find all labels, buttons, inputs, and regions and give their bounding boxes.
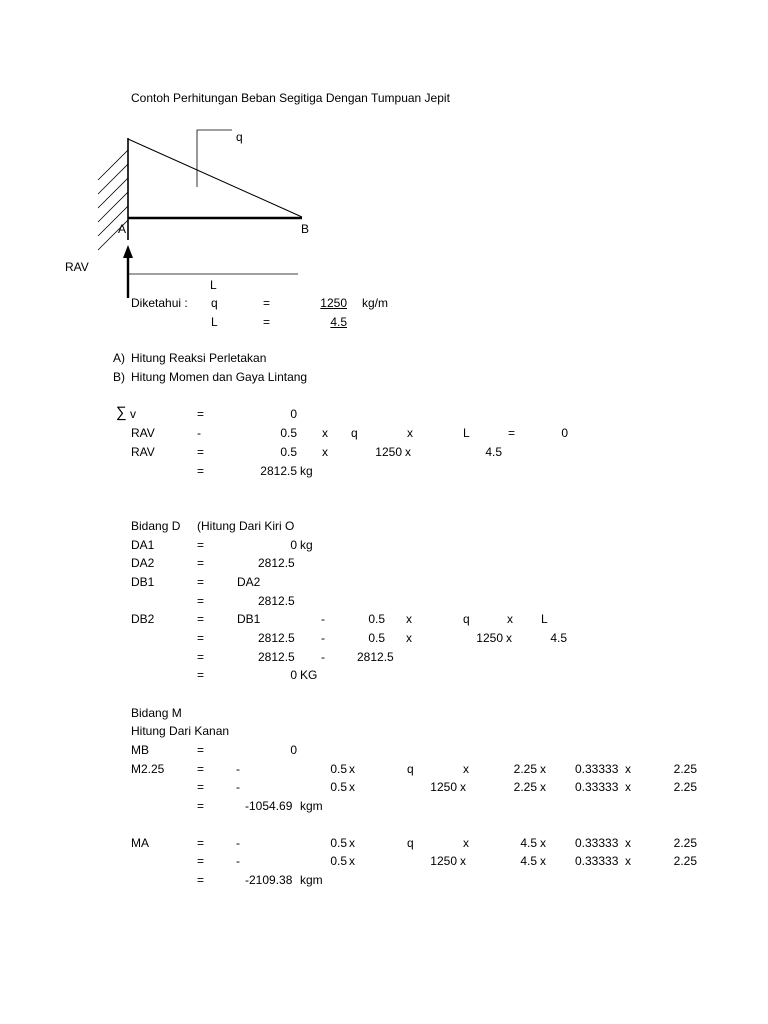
da1-unit: kg (300, 538, 313, 552)
task-a-marker: A) (113, 351, 125, 365)
m225-coef: 0.5 (330, 762, 347, 776)
given-label: Diketahui : (131, 296, 188, 310)
rav-q: q (351, 426, 358, 440)
rav-result-unit: kg (300, 464, 313, 478)
db2-x4: x (506, 631, 512, 645)
rav-x1: x (322, 426, 328, 440)
db2-coef: 0.5 (368, 612, 385, 626)
m225-x7: x (540, 780, 546, 794)
label-q: q (236, 130, 243, 144)
ma-equals: = (197, 836, 205, 850)
ma-coef-2: 0.5 (330, 854, 347, 868)
ma-result-unit: kgm (300, 873, 323, 887)
m225-label: M2.25 (131, 762, 165, 776)
triangular-load-line (128, 139, 302, 217)
db2-result: 0 (290, 668, 297, 682)
rav-arrow-head (123, 245, 133, 258)
bidang-d-subheading: (Hitung Dari Kiri O (197, 519, 295, 533)
label-l: L (210, 278, 217, 292)
mb-value: 0 (290, 743, 297, 757)
db2-right-value: 2812.5 (357, 650, 394, 664)
da1-label: DA1 (131, 538, 155, 552)
da2-label: DA2 (131, 556, 155, 570)
ma-q: q (407, 836, 414, 850)
rav-l: L (463, 426, 470, 440)
rav-equals-2: = (197, 445, 205, 459)
ma-minus-2: - (236, 854, 240, 868)
db2-equals: = (197, 612, 205, 626)
sigma-symbol: ∑ (116, 404, 127, 421)
ma-result: -2109.38 (245, 873, 293, 887)
rav-x4: x (405, 445, 411, 459)
db1-ref: DA2 (237, 575, 261, 589)
label-b: B (301, 222, 310, 236)
given-q-value: 1250 (320, 296, 347, 310)
rav-minus: - (197, 426, 201, 440)
rav-coef-2: 0.5 (280, 445, 297, 459)
label-a: A (118, 222, 127, 236)
m225-minus-2: - (236, 780, 240, 794)
da1-equals: = (197, 538, 205, 552)
given-l-value: 4.5 (330, 315, 347, 329)
rav-equals-3: = (197, 464, 205, 478)
db2-minus: - (321, 612, 325, 626)
db2-left-value: 2812.5 (258, 650, 295, 664)
ma-x6: x (460, 854, 466, 868)
db2-l-value: 4.5 (550, 631, 567, 645)
m225-equals: = (197, 762, 205, 776)
given-q-symbol: q (211, 296, 218, 310)
given-l-symbol: L (211, 315, 218, 329)
rav-x2: x (407, 426, 413, 440)
ma-x2: x (463, 836, 469, 850)
db2-q: q (463, 612, 470, 626)
given-l-equals: = (263, 315, 271, 329)
db1-equals: = (197, 575, 205, 589)
ma-x8: x (625, 854, 631, 868)
m225-third: 0.33333 (575, 762, 619, 776)
m225-x6: x (460, 780, 466, 794)
ma-third-2: 0.33333 (575, 854, 619, 868)
db1-equals-2: = (197, 594, 205, 608)
m225-q: q (407, 762, 414, 776)
m225-dist-2: 2.25 (513, 780, 537, 794)
m225-x1: x (349, 762, 355, 776)
da2-equals: = (197, 556, 205, 570)
m225-x3: x (540, 762, 546, 776)
ma-equals-2: = (197, 854, 205, 868)
page-title: Contoh Perhitungan Beban Segitiga Dengan Tumpuan Jepit (131, 91, 450, 105)
task-b-text: Hitung Momen dan Gaya Lintang (131, 370, 308, 384)
task-a-text: Hitung Reaksi Perletakan (131, 351, 267, 365)
ma-x1: x (349, 836, 355, 850)
ma-equals-3: = (197, 873, 205, 887)
m225-arm: 2.25 (673, 762, 697, 776)
db2-equals-4: = (197, 668, 205, 682)
bidang-d-heading: Bidang D (131, 519, 181, 533)
rav-equals: = (508, 426, 516, 440)
rav-x3: x (322, 445, 328, 459)
m225-x2: x (463, 762, 469, 776)
m225-minus: - (236, 762, 240, 776)
db2-result-unit: KG (300, 668, 318, 682)
ma-dist-2: 4.5 (520, 854, 537, 868)
da2-value: 2812.5 (258, 556, 295, 570)
m225-q-value: 1250 (430, 780, 457, 794)
m225-result-unit: kgm (300, 799, 323, 813)
db2-coef-2: 0.5 (368, 631, 385, 645)
sum-value: 0 (290, 407, 297, 421)
db2-equals-3: = (197, 650, 205, 664)
ma-x5: x (349, 854, 355, 868)
ma-q-value: 1250 (430, 854, 457, 868)
db2-ref: DB1 (237, 612, 261, 626)
m225-result: -1054.69 (245, 799, 293, 813)
label-rav: RAV (65, 260, 89, 274)
db2-minus-2: - (321, 631, 325, 645)
rav-q-value: 1250 (375, 445, 402, 459)
rav-result: 2812.5 (260, 464, 297, 478)
m225-third-2: 0.33333 (575, 780, 619, 794)
rav-label-2: RAV (131, 445, 155, 459)
given-q-unit: kg/m (362, 296, 389, 310)
m225-x8: x (625, 780, 631, 794)
m225-x5: x (349, 780, 355, 794)
ma-arm: 2.25 (673, 836, 697, 850)
m225-coef-2: 0.5 (330, 780, 347, 794)
sum-v-label: v (130, 407, 136, 421)
ma-x4: x (625, 836, 631, 850)
db2-x2: x (507, 612, 513, 626)
db2-x3: x (406, 631, 412, 645)
sum-equals: = (197, 407, 205, 421)
ma-x7: x (540, 854, 546, 868)
rav-coef: 0.5 (280, 426, 297, 440)
bidang-m-heading: Bidang M (131, 706, 182, 720)
m225-dist: 2.25 (513, 762, 537, 776)
mb-equals: = (197, 743, 205, 757)
given-q-equals: = (263, 296, 271, 310)
ma-third: 0.33333 (575, 836, 619, 850)
da1-value: 0 (290, 538, 297, 552)
db2-da2-value: 2812.5 (258, 631, 295, 645)
db2-label: DB2 (131, 612, 155, 626)
ma-minus: - (236, 836, 240, 850)
rav-l-value: 4.5 (485, 445, 502, 459)
ma-label: MA (131, 836, 149, 850)
ma-coef: 0.5 (330, 836, 347, 850)
db1-label: DB1 (131, 575, 155, 589)
db2-equals-2: = (197, 631, 205, 645)
db2-l: L (541, 612, 548, 626)
ma-arm-2: 2.25 (673, 854, 697, 868)
rav-label: RAV (131, 426, 155, 440)
db2-q-value: 1250 (476, 631, 503, 645)
m225-equals-2: = (197, 780, 205, 794)
task-b-marker: B) (113, 370, 125, 384)
rav-zero: 0 (561, 426, 568, 440)
m225-equals-3: = (197, 799, 205, 813)
db2-minus-3: - (321, 650, 325, 664)
m225-arm-2: 2.25 (673, 780, 697, 794)
ma-x3: x (540, 836, 546, 850)
load-leader-line (197, 130, 232, 187)
ma-dist: 4.5 (520, 836, 537, 850)
bidang-m-subheading: Hitung Dari Kanan (131, 724, 230, 738)
db1-value: 2812.5 (258, 594, 295, 608)
m225-x4: x (625, 762, 631, 776)
mb-label: MB (131, 743, 149, 757)
db2-x1: x (406, 612, 412, 626)
